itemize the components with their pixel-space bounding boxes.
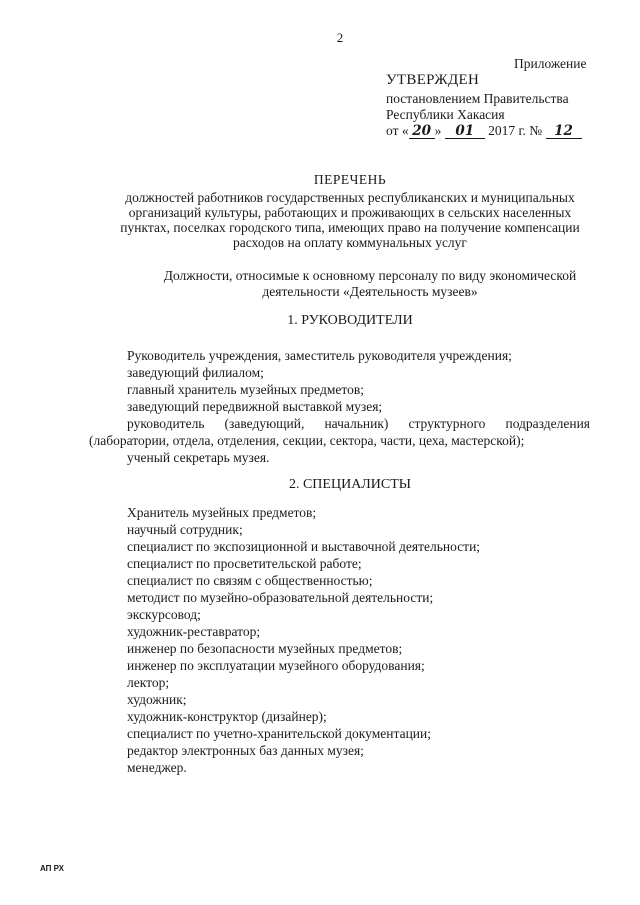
- appendix-label: Приложение: [514, 56, 587, 71]
- list-item: редактор электронных баз данных музея;: [127, 743, 364, 758]
- list-item: методист по музейно-образовательной деятельности;: [127, 590, 434, 605]
- date-prefix: от «: [386, 123, 409, 138]
- list-item: научный сотрудник;: [127, 522, 243, 537]
- list-item: художник-конструктор (дизайнер);: [127, 709, 327, 724]
- approval-line-republic: Республики Хакасия: [386, 107, 505, 122]
- approval-line-resolution: постановлением Правительства: [386, 91, 569, 106]
- scope-note: [120, 268, 620, 300]
- handwritten-month: 01: [445, 124, 485, 139]
- handwritten-number: 12: [546, 124, 582, 139]
- list-item: заведующий передвижной выставкой музея;: [127, 399, 383, 414]
- section-heading-managers: 1. РУКОВОДИТЕЛИ: [287, 313, 413, 328]
- date-quote-close: »: [434, 123, 442, 138]
- document-subtitle: [60, 190, 640, 250]
- list-item: (лаборатории, отдела, отделения, секции, сектора, части, цеха, мастерской);: [89, 433, 525, 448]
- list-item: специалист по экспозиционной и выставочной деятельности;: [127, 539, 481, 554]
- managers-list: [89, 347, 590, 466]
- list-item: Хранитель музейных предметов;: [127, 505, 317, 520]
- subtitle-line: расходов на оплату коммунальных услуг: [233, 235, 467, 250]
- approval-title: УТВЕРЖДЕН: [386, 72, 480, 88]
- document-title: ПЕРЕЧЕНЬ: [313, 172, 387, 187]
- subtitle-line: пунктах, поселках городского типа, имеющих право на получение компенсации: [120, 220, 580, 235]
- list-item: ученый секретарь музея.: [127, 450, 270, 465]
- number-sign: №: [529, 123, 543, 138]
- list-item: лектор;: [127, 675, 170, 690]
- list-item: художник-реставратор;: [127, 624, 261, 639]
- date-year: 2017 г.: [488, 123, 526, 138]
- list-item: менеджер.: [127, 760, 187, 775]
- footer-stamp: АП РХ: [40, 864, 65, 873]
- list-item: инженер по эксплуатации музейного оборудования;: [127, 658, 425, 673]
- list-item: главный хранитель музейных предметов;: [127, 382, 365, 397]
- list-item: художник;: [127, 692, 187, 707]
- handwritten-day: 20: [409, 124, 435, 139]
- scope-note-line: деятельности «Деятельность музеев»: [262, 284, 478, 299]
- scope-note-line: Должности, относимые к основному персоналу по виду экономической: [163, 268, 577, 283]
- list-item: экскурсовод;: [127, 607, 201, 622]
- list-item: Руководитель учреждения, заместитель руководителя учреждения;: [127, 348, 512, 363]
- specialists-list: [89, 504, 590, 776]
- subtitle-line: должностей работников государственных республиканских и муниципальных: [125, 190, 575, 205]
- approval-date-line: [386, 123, 582, 139]
- section-heading-specialists: 2. СПЕЦИАЛИСТЫ: [288, 477, 412, 492]
- page-number: 2: [336, 30, 344, 45]
- subtitle-line: организаций культуры, работающих и проживающих в сельских населенных: [128, 205, 572, 220]
- list-item: специалист по связям с общественностью;: [127, 573, 373, 588]
- list-item: инженер по безопасности музейных предметов;: [127, 641, 403, 656]
- list-item: руководитель (заведующий, начальник) структурного подразделения: [127, 416, 590, 431]
- list-item: специалист по учетно-хранительской документации;: [127, 726, 431, 741]
- list-item: заведующий филиалом;: [127, 365, 264, 380]
- list-item: специалист по просветительской работе;: [127, 556, 362, 571]
